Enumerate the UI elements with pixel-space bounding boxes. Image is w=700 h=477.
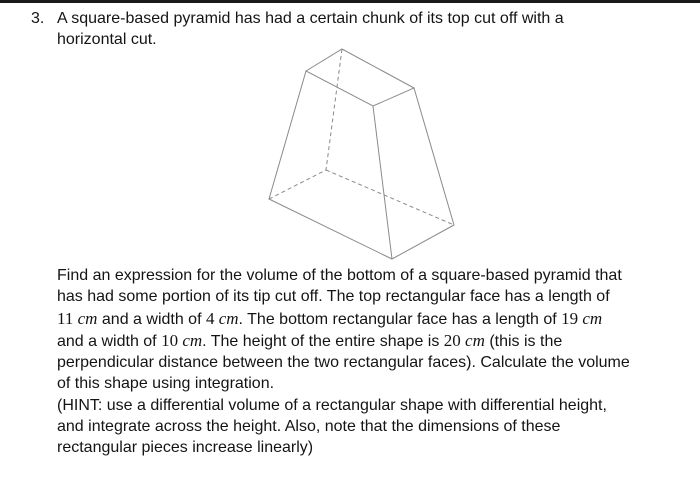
hint-line-3: rectangular pieces increase linearly)	[57, 439, 314, 457]
bottom-width-value: 10 cm	[161, 330, 203, 350]
hint-line-2: and integrate across the height. Also, note that the dimensions of these	[57, 418, 561, 436]
top-rule	[0, 0, 700, 3]
height-value: 20 cm	[443, 330, 485, 350]
hidden-edge-bottom-left	[269, 170, 326, 199]
body-line-4: and a width of 10 cm. The height of the entire shape is 20 cm (this is the	[57, 330, 563, 350]
top-width-value: 4 cm	[205, 308, 239, 328]
body-line-2: has had some portion of its tip cut off. The top rectangular face has a length of	[57, 288, 610, 306]
edge-front-right	[414, 88, 454, 225]
edge-front-left	[269, 71, 306, 199]
hint-line-1: (HINT: use a differential volume of a rectangular shape with differential height,	[57, 396, 607, 414]
edge-bottom-right	[392, 225, 454, 259]
edge-front-mid	[373, 106, 392, 259]
top-face	[306, 49, 414, 106]
frustum-figure	[255, 40, 465, 265]
hidden-edge-bottom-back	[326, 170, 454, 225]
body-line-1: Find an expression for the volume of the bottom of a square-based pyramid that	[57, 267, 622, 284]
question-number: 3.	[31, 10, 45, 27]
edge-bottom-front	[269, 199, 392, 259]
hidden-edge-back	[326, 49, 342, 170]
body-line-5: perpendicular distance between the two rectangular faces). Calculate the volume	[57, 354, 630, 372]
body-line-3: 11 cm and a width of 4 cm. The bottom rectangular face has a length of 19 cm	[57, 308, 603, 328]
top-length-value: 11 cm	[57, 308, 98, 328]
question-body	[57, 265, 687, 459]
intro-line-2: horizontal cut.	[57, 31, 157, 48]
bottom-length-value: 19 cm	[561, 308, 603, 328]
intro-line-1: A square-based pyramid has had a certain chunk of its top cut off with a	[57, 10, 564, 27]
body-line-6: of this shape using integration.	[57, 375, 275, 393]
